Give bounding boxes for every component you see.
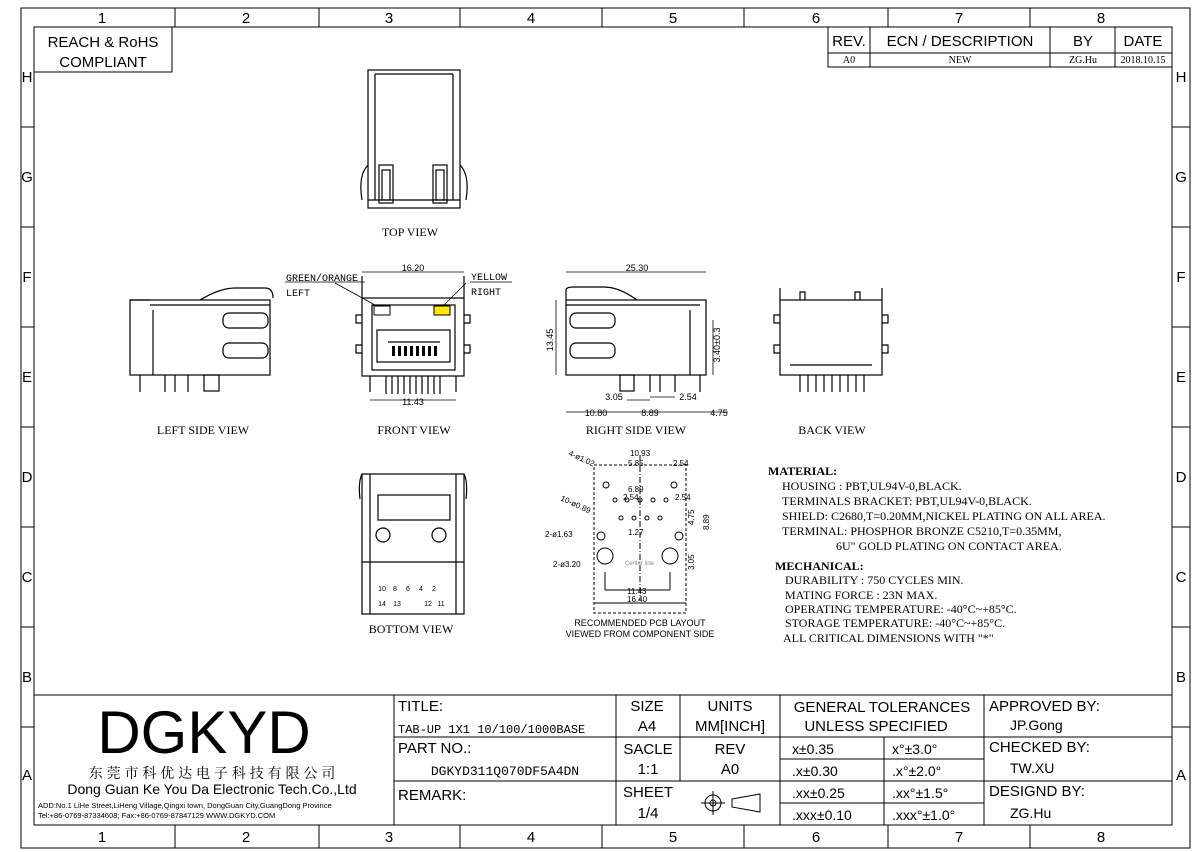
company-name-en: Dong Guan Ke You Da Electronic Tech.Co.,Ltd [67, 781, 357, 797]
pin-number: 13 [393, 601, 401, 608]
front-width-dim: 16.20 [401, 263, 425, 273]
tolerance-angular: x°±3.0° [892, 741, 938, 757]
pcb-dim: 8.89 [702, 514, 711, 530]
col-label: 7 [954, 10, 964, 27]
right-led-label: RIGHT [471, 288, 502, 299]
row-label: F [22, 269, 32, 286]
front-pin-span-dim: 11.43 [402, 397, 424, 407]
row-label: G [1175, 169, 1187, 186]
tolerance-linear: x±0.35 [792, 741, 834, 757]
ecn-value: NEW [948, 55, 972, 66]
right-dim-1080: 10.80 [584, 408, 608, 418]
row-label: B [1175, 669, 1187, 686]
col-label: 6 [811, 10, 821, 27]
row-label: F [1176, 269, 1186, 286]
right-dim-305: 3.05 [605, 392, 623, 402]
col-label: 8 [1096, 829, 1106, 846]
pcb-dim: 2.54 [623, 493, 639, 502]
pcb-dim: 5.85 [628, 459, 644, 468]
mechanical-line: MATING FORCE : 23N MAX. [785, 588, 938, 602]
company-contact: Tel:+86-0769-87334608; Fax:+86-0769-87847129 WWW.DGKYD.COM [38, 811, 276, 820]
size-value: A4 [637, 718, 657, 735]
pin-number: 11 [437, 601, 445, 608]
designed-label: DESIGND BY: [989, 783, 1085, 800]
material-line: TERMINALS BRACKET: PBT,UL94V-0,BLACK. [782, 494, 1032, 508]
row-label: E [1175, 369, 1187, 386]
right-dimension-lines [556, 272, 728, 412]
led-left [374, 306, 390, 315]
row-label: C [1175, 569, 1187, 586]
col-label: 5 [668, 10, 678, 27]
top-view-label: TOP VIEW [381, 225, 439, 239]
by-header: BY [1072, 33, 1094, 50]
row-label: C [21, 569, 33, 586]
pcb-dim: 3.05 [687, 554, 696, 570]
by-value: ZG.Hu [1068, 55, 1098, 66]
approved-value: JP.Gong [1010, 717, 1063, 733]
pcb-dim: 10.93 [630, 449, 651, 458]
col-label: 3 [384, 10, 394, 27]
col-label: 6 [811, 829, 821, 846]
pcb-hole: 2-ø3.20 [553, 560, 581, 569]
mechanical-title: MECHANICAL: [775, 559, 864, 573]
tolerance-angular: .xxx°±1.0° [892, 807, 956, 823]
bottom-view-label: BOTTOM VIEW [368, 622, 454, 636]
row-label: G [21, 169, 33, 186]
pcb-dim: 16.40 [627, 595, 648, 604]
pin-number: 2 [432, 586, 436, 593]
right-width-dim: 25.30 [625, 263, 649, 273]
back-view-label: BACK VIEW [798, 423, 866, 437]
left-side-view-drawing [130, 288, 273, 392]
checked-label: CHECKED BY: [989, 739, 1090, 756]
col-label: 8 [1096, 10, 1106, 27]
bottom-view-drawing [359, 474, 466, 614]
right-side-view-label: RIGHT SIDE VIEW [585, 423, 687, 437]
pcb-dim: 2.54 [673, 459, 689, 468]
rev-label: REV [714, 741, 746, 758]
tolerance-angular: .x°±2.0° [892, 763, 942, 779]
pcb-dim: 1.27 [628, 528, 644, 537]
row-label: H [1175, 69, 1187, 86]
back-view-drawing [774, 288, 888, 392]
size-label: SIZE [630, 698, 664, 715]
right-dim-475: 4.75 [710, 408, 728, 418]
pin-number: 4 [419, 586, 423, 593]
pcb-caption-2: VIEWED FROM COMPONENT SIDE [565, 629, 715, 639]
col-label: 2 [241, 10, 251, 27]
partno-label: PART NO.: [398, 740, 472, 757]
tolerance-linear: .xxx±0.10 [792, 807, 852, 823]
col-label: 7 [954, 829, 964, 846]
units-label: UNITS [707, 698, 753, 715]
right-dim-889: 8.89 [641, 408, 659, 418]
right-dim-254: 2.54 [679, 392, 697, 402]
row-label: E [21, 369, 33, 386]
compliance-line1: REACH & RoHS [47, 34, 159, 51]
pcb-center-line-label: Center line [625, 561, 655, 567]
top-view-drawing [361, 70, 467, 208]
pin-number: 6 [406, 586, 410, 593]
pin-number: 12 [424, 601, 432, 608]
tolerance-linear: .x±0.30 [792, 763, 838, 779]
material-title: MATERIAL: [768, 464, 838, 478]
scale-label: SACLE [623, 741, 673, 758]
yellow-label: YELLOW [471, 273, 508, 284]
material-line: 6U" GOLD PLATING ON CONTACT AREA. [836, 539, 1062, 553]
col-label: 2 [241, 829, 251, 846]
tolerance-linear: .xx±0.25 [792, 785, 845, 801]
pin-number: 8 [393, 586, 397, 593]
date-header: DATE [1123, 33, 1163, 50]
pcb-dim: 6.89 [628, 485, 644, 494]
rev-header: REV. [832, 33, 866, 50]
material-line: TERMINAL: PHOSPHOR BRONZE C5210,T=0.35MM, [782, 524, 1062, 538]
green-orange-label: GREEN/ORANGE [286, 274, 359, 285]
mechanical-line: OPERATING TEMPERATURE: -40°C~+85°C. [785, 602, 1017, 616]
designed-value: ZG.Hu [1010, 805, 1052, 821]
row-label: D [1175, 469, 1187, 486]
col-label: 1 [97, 10, 107, 27]
material-line: HOUSING : PBT,UL94V-0,BLACK. [782, 479, 962, 493]
title-value: TAB-UP 1X1 10/100/1000BASE [398, 723, 586, 737]
rev-value: A0 [720, 761, 740, 778]
row-label: A [1175, 767, 1187, 784]
col-label: 5 [668, 829, 678, 846]
pcb-hole: 10-ø0.89 [559, 493, 592, 516]
pcb-hole: 2-ø1.63 [545, 530, 573, 539]
checked-value: TW.XU [1010, 760, 1055, 776]
led-right [434, 306, 450, 315]
mechanical-line: STORAGE TEMPERATURE: -40°C~+85°C. [785, 616, 1006, 630]
pcb-dim: 11.43 [627, 587, 647, 596]
right-pin-height-dim: 3.40±0.3 [712, 327, 722, 363]
pcb-hole: 4-ø1.02 [567, 448, 596, 469]
rev-value: A0 [842, 55, 856, 66]
col-label: 1 [97, 829, 107, 846]
company-name-cn: 东 莞 市 科 优 达 电 子 科 技 有 限 公 司 [88, 765, 336, 781]
right-side-view-drawing [566, 287, 706, 392]
col-label: 4 [526, 829, 536, 846]
row-label: A [21, 767, 33, 784]
left-side-view-label: LEFT SIDE VIEW [156, 423, 250, 437]
remark-label: REMARK: [398, 787, 467, 804]
ecn-header: ECN / DESCRIPTION [886, 33, 1034, 50]
tolerance-angular: .xx°±1.5° [892, 785, 949, 801]
tolerance-title-1: GENERAL TOLERANCES [793, 699, 971, 716]
tolerance-title-2: UNLESS SPECIFIED [804, 718, 948, 735]
projection-symbol-icon [701, 791, 760, 815]
row-label: D [21, 469, 33, 486]
sheet-label: SHEET [622, 784, 674, 801]
title-label: TITLE: [398, 698, 444, 715]
bottom-pin-numbers [378, 586, 445, 608]
front-contacts [392, 346, 437, 356]
units-value: MM[INCH] [695, 718, 765, 735]
col-label: 3 [384, 829, 394, 846]
front-view-label: FRONT VIEW [377, 423, 451, 437]
material-line: SHIELD: C2680,T=0.20MM,NICKEL PLATING ON ALL AREA. [782, 509, 1106, 523]
row-label: B [21, 669, 33, 686]
pcb-dim: 4.75 [687, 509, 696, 525]
company-address: ADD:No.1 LiHe Street,LiHeng Village,Qingxi town, DongGuan City,GuangDong Province [38, 801, 332, 810]
date-value: 2018.10.15 [1120, 55, 1166, 66]
mechanical-line: DURABILITY : 750 CYCLES MIN. [785, 573, 964, 587]
col-label: 4 [526, 10, 536, 27]
sheet-value: 1/4 [637, 805, 659, 822]
pin-number: 10 [378, 586, 386, 593]
right-height-dim: 13.45 [545, 328, 555, 352]
compliance-line2: COMPLIANT [59, 54, 147, 71]
approved-label: APPROVED BY: [989, 698, 1100, 715]
mechanical-line: ALL CRITICAL DIMENSIONS WITH "*" [783, 631, 994, 645]
scale-value: 1:1 [637, 761, 659, 778]
pin-number: 14 [378, 601, 386, 608]
pcb-dim: 2.54 [675, 493, 691, 502]
left-led-label: LEFT [286, 289, 311, 300]
partno-value: DGKYD311Q070DF5A4DN [430, 764, 580, 779]
row-label: H [21, 69, 33, 86]
company-logo: DGKYD [97, 699, 311, 766]
pcb-caption-1: RECOMMENDED PCB LAYOUT [574, 618, 706, 628]
front-view-drawing [356, 276, 470, 394]
